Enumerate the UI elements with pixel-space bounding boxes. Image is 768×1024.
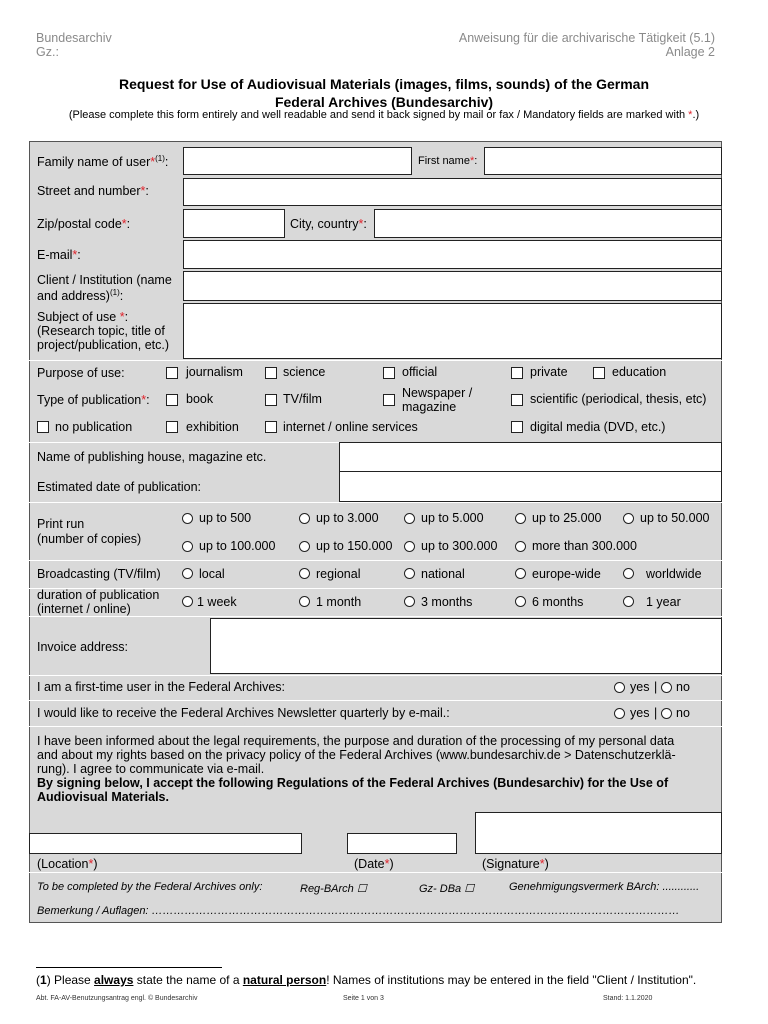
radio-duration-1month[interactable]	[299, 596, 310, 607]
consent-bold-line2: Audiovisual Materials.	[37, 790, 169, 804]
option-duration-1week: 1 week	[197, 595, 237, 609]
office-approval: Genehmigungsvermerk BArch: ............	[509, 881, 700, 893]
client-label-line2: and address)$^{(1)}$:	[37, 288, 124, 304]
radio-newsletter-no[interactable]	[661, 708, 672, 719]
divider	[29, 700, 722, 701]
office-gz-dba: Gz- DBa ☐	[419, 883, 475, 895]
radio-first-time-yes[interactable]	[614, 682, 625, 693]
option-print-3000: up to 3.000	[316, 511, 379, 525]
subject-label-line3: project/publication, etc.)	[37, 338, 170, 352]
publishing-house-label: Name of publishing house, magazine etc.	[37, 450, 267, 464]
option-broadcast-national: national	[421, 567, 465, 581]
option-digital-media: digital media (DVD, etc.)	[530, 420, 666, 434]
radio-duration-1year[interactable]	[623, 596, 634, 607]
radio-print-5000[interactable]	[404, 513, 415, 524]
footnote-rule	[36, 967, 222, 968]
footer-left: Abt. FA-AV-Benutzungsantrag engl. © Bundesarchiv	[36, 995, 198, 1002]
newsletter-separator: |	[654, 706, 658, 720]
divider	[29, 502, 722, 503]
option-exhibition: exhibition	[186, 420, 239, 434]
header-gz: Gz.:	[36, 45, 59, 59]
option-internet: internet / online services	[283, 420, 418, 434]
radio-broadcast-local[interactable]	[182, 568, 193, 579]
option-print-300000: up to 300.000	[421, 539, 498, 553]
radio-print-100000[interactable]	[182, 541, 193, 552]
first-time-separator: |	[654, 680, 658, 694]
radio-print-500[interactable]	[182, 513, 193, 524]
checkbox-official[interactable]	[383, 367, 395, 379]
checkbox-science[interactable]	[265, 367, 277, 379]
duration-label-line2: (internet / online)	[37, 602, 131, 616]
first-name-label: First name*:	[418, 155, 478, 167]
subject-label-line1: Subject of use *:	[37, 310, 129, 324]
checkbox-digital-media[interactable]	[511, 421, 523, 433]
divider	[29, 616, 722, 617]
first-time-yes-label: yes	[630, 680, 650, 694]
radio-duration-6months[interactable]	[515, 596, 526, 607]
footer-page: Seite 1 von 3	[343, 995, 384, 1002]
divider	[29, 872, 722, 873]
option-broadcast-local: local	[199, 567, 225, 581]
radio-print-25000[interactable]	[515, 513, 526, 524]
option-print-50000: up to 50.000	[640, 511, 710, 525]
footer-date: Stand: 1.1.2020	[603, 995, 653, 1002]
checkbox-exhibition[interactable]	[166, 421, 178, 433]
radio-broadcast-worldwide[interactable]	[623, 568, 634, 579]
option-journalism: journalism	[186, 365, 243, 379]
option-duration-3months: 3 months	[421, 595, 473, 609]
newsletter-label: I would like to receive the Federal Archives Newsletter quarterly by e-mail.:	[37, 706, 450, 720]
location-label: (Location*)	[37, 857, 98, 871]
radio-broadcast-regional[interactable]	[299, 568, 310, 579]
divider	[29, 726, 722, 727]
invoice-label: Invoice address:	[37, 640, 129, 654]
first-name-input[interactable]	[484, 147, 722, 175]
option-print-more: more than 300.000	[532, 539, 637, 553]
client-input[interactable]	[183, 271, 722, 301]
family-name-input[interactable]	[183, 147, 412, 175]
radio-print-3000[interactable]	[299, 513, 310, 524]
option-print-500: up to 500	[199, 511, 252, 525]
radio-duration-3months[interactable]	[404, 596, 415, 607]
city-label: City, country*:	[290, 217, 367, 231]
zip-input[interactable]	[183, 209, 285, 238]
checkbox-newspaper[interactable]	[383, 394, 395, 406]
option-newspaper-line2: magazine	[402, 400, 457, 414]
page-title-line1: Request for Use of Audiovisual Materials (images, films, sounds) of the German	[118, 76, 650, 92]
broadcasting-label: Broadcasting (TV/film)	[37, 567, 161, 581]
checkbox-internet[interactable]	[265, 421, 277, 433]
print-run-label-line2: (number of copies)	[37, 532, 142, 546]
checkbox-scientific[interactable]	[511, 394, 523, 406]
header-annex: Anlage 2	[665, 45, 715, 59]
date-label: (Date*)	[354, 857, 394, 871]
publication-date-label: Estimated date of publication:	[37, 480, 201, 494]
checkbox-book[interactable]	[166, 394, 178, 406]
radio-print-300000[interactable]	[404, 541, 415, 552]
checkbox-private[interactable]	[511, 367, 523, 379]
office-reg-barch: Reg-BArch ☐	[300, 883, 367, 895]
office-remark: Bemerkung / Auflagen: ………………………………………………………………………………………………………………………………	[37, 905, 680, 917]
first-time-no-label: no	[676, 680, 690, 694]
consent-line1: I have been informed about the legal requirements, the purpose and duration of the processing of my personal data	[37, 734, 675, 748]
option-broadcast-worldwide: worldwide	[646, 567, 702, 581]
radio-broadcast-national[interactable]	[404, 568, 415, 579]
page-title-line2: Federal Archives (Bundesarchiv)	[274, 94, 494, 110]
first-time-label: I am a first-time user in the Federal Archives:	[37, 680, 286, 694]
radio-print-150000[interactable]	[299, 541, 310, 552]
option-broadcast-regional: regional	[316, 567, 361, 581]
option-tvfilm: TV/film	[283, 392, 322, 406]
option-no-publication: no publication	[55, 420, 133, 434]
signature-label: (Signature*)	[482, 857, 549, 871]
checkbox-no-publication[interactable]	[37, 421, 49, 433]
header-org: Bundesarchiv	[36, 31, 112, 45]
radio-newsletter-yes[interactable]	[614, 708, 625, 719]
checkbox-tvfilm[interactable]	[265, 394, 277, 406]
checkbox-education[interactable]	[593, 367, 605, 379]
option-private: private	[530, 365, 568, 379]
option-duration-1year: 1 year	[646, 595, 681, 609]
client-label-line1: Client / Institution (name	[37, 273, 172, 287]
option-print-25000: up to 25.000	[532, 511, 602, 525]
checkbox-journalism[interactable]	[166, 367, 178, 379]
newsletter-no-label: no	[676, 706, 690, 720]
consent-bold-line1: By signing below, I accept the following Regulations of the Federal Archives (Bundesarchiv) for the Use of	[37, 776, 669, 790]
radio-first-time-no[interactable]	[661, 682, 672, 693]
option-newspaper-line1: Newspaper /	[402, 386, 473, 400]
duration-label-line1: duration of publication	[37, 588, 160, 602]
email-label: E-mail*:	[37, 248, 81, 262]
publication-date-input[interactable]	[339, 471, 722, 502]
option-duration-1month: 1 month	[316, 595, 362, 609]
footnote: (1) Please always state the name of a natural person! Names of institutions may be entered in the field "Client / Institution".	[36, 973, 697, 987]
zip-label: Zip/postal code*:	[37, 217, 131, 231]
option-print-150000: up to 150.000	[316, 539, 393, 553]
header-instruction: Anweisung für die archivarische Tätigkeit (5.1)	[458, 31, 715, 45]
radio-broadcast-europe[interactable]	[515, 568, 526, 579]
option-broadcast-europe: europe-wide	[532, 567, 601, 581]
option-official: official	[402, 365, 438, 379]
purpose-label: Purpose of use:	[37, 366, 125, 380]
publishing-house-input[interactable]	[339, 442, 722, 472]
radio-print-50000[interactable]	[623, 513, 634, 524]
divider	[29, 560, 722, 561]
consent-line2: and about my rights based on the privacy policy of the Federal Archives (www.bundesarchiv.de > Datenschutzerklä-	[37, 748, 676, 762]
location-input[interactable]	[29, 833, 302, 854]
office-only-label: To be completed by the Federal Archives only:	[37, 881, 263, 893]
option-print-100000: up to 100.000	[199, 539, 276, 553]
option-duration-6months: 6 months	[532, 595, 584, 609]
subject-label-line2: (Research topic, title of	[37, 324, 165, 338]
subject-input[interactable]	[183, 303, 722, 359]
divider	[29, 360, 722, 361]
radio-print-more[interactable]	[515, 541, 526, 552]
city-input[interactable]	[374, 209, 722, 238]
option-science: science	[283, 365, 326, 379]
date-input[interactable]	[347, 833, 457, 854]
newsletter-yes-label: yes	[630, 706, 650, 720]
street-input[interactable]	[183, 178, 722, 206]
consent-line3: rung). I agree to communicate via e-mail.	[37, 762, 265, 776]
radio-duration-1week[interactable]	[182, 596, 193, 607]
option-scientific: scientific (periodical, thesis, etc)	[530, 392, 707, 406]
option-book: book	[186, 392, 214, 406]
family-name-label: Family name of user*$^{(1)}$:	[37, 154, 169, 170]
option-education: education	[612, 365, 667, 379]
street-label: Street and number*:	[37, 184, 149, 198]
email-input[interactable]	[183, 240, 722, 269]
publication-label: Type of publication*:	[37, 393, 150, 407]
signature-box[interactable]	[475, 812, 722, 854]
page-subtitle: (Please complete this form entirely and well readable and send it back signed by mail or fax / Mandatory fields are marked with *.)	[68, 109, 700, 121]
option-print-5000: up to 5.000	[421, 511, 484, 525]
invoice-input[interactable]	[210, 618, 722, 674]
print-run-label-line1: Print run	[37, 517, 85, 531]
divider	[29, 675, 722, 676]
